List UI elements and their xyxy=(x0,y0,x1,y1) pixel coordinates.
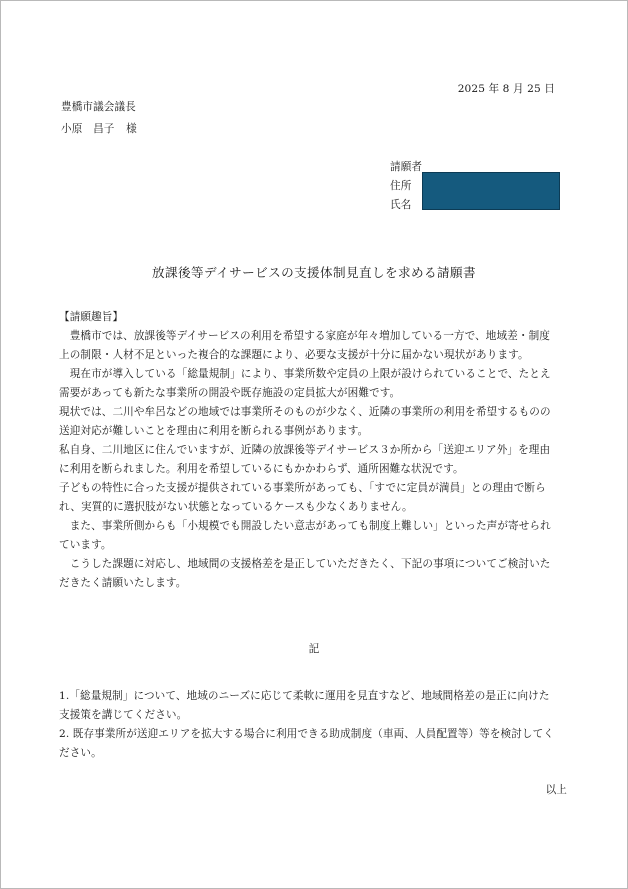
body-line: 上の制限・人材不足といった複合的な課題により、必要な支援が十分に届かない現状があります。 xyxy=(59,349,529,361)
body-line: また、事業所側からも「小規模でも開設したい意志があっても制度上難しい」といった声が寄せられ xyxy=(59,520,551,532)
addressee-organization: 豊橋市議会議長 xyxy=(61,101,136,113)
body-line: 【請願趣旨】 xyxy=(59,311,124,323)
body-line: に利用を断られました。利用を希望しているにもかかわらず、通所困難な状況です。 xyxy=(59,463,464,475)
body-line: 送迎対応が難しいことを理由に利用を断られる事例があります。 xyxy=(59,425,369,437)
closing-text: 以上 xyxy=(545,784,567,796)
request-line: 支援策を講じてください。 xyxy=(59,709,188,721)
addressee-honorific: 様 xyxy=(126,123,137,135)
request-line: 1.「総量規制」について、地域のニーズに応じて柔軟に運用を見直すなど、地域間格差の是正に向けた xyxy=(59,690,550,702)
petitioner-label: 請願者 xyxy=(390,161,423,173)
ki-heading: 記 xyxy=(308,643,320,655)
body-line: だきたく請願いたします。 xyxy=(59,577,187,589)
body-line: 需要があっても新たな事業所の開設や既存施設の定員拡大が困難です。 xyxy=(59,387,401,399)
petition-body xyxy=(59,308,573,593)
redacted-petitioner-info xyxy=(422,172,560,210)
document-date: 2025 年 8 月 25 日 xyxy=(457,83,555,95)
request-items xyxy=(59,687,573,763)
body-line: れ、実質的に選択肢がない状態となっているケースも少なくありません。 xyxy=(59,501,413,513)
body-line: 子どもの特性に合った支援が提供されている事業所があっても、「すでに定員が満員」との理由で断ら xyxy=(59,482,546,494)
body-line: 豊橋市では、放課後等デイサービスの利用を希望する家庭が年々増加している一方で、地域差・制度 xyxy=(59,330,550,342)
request-line: ださい。 xyxy=(59,747,102,759)
request-line: 2. 既存事業所が送迎エリアを拡大する場合に利用できる助成制度（車両、人員配置等）等を検討してく xyxy=(59,728,554,740)
document-title: 放課後等デイサービスの支援体制見直しを求める請願書 xyxy=(152,265,476,280)
body-line: 現在市が導入している「総量規制」により、事業所数や定員の上限が設けられていることで、たとえ xyxy=(59,368,551,380)
body-line: 私自身、二川地区に住んでいますが、近隣の放課後等デイサービス３か所から「送迎エリア外」を理由 xyxy=(59,444,551,456)
name-label: 氏名 xyxy=(390,199,412,211)
addressee-line xyxy=(61,121,137,136)
body-line: 現状では、二川や牟呂などの地域では事業所そのものが少なく、近隣の事業所の利用を希望するものの xyxy=(59,406,551,418)
addressee-name: 小原 昌子 xyxy=(61,123,115,135)
address-label: 住所 xyxy=(390,180,412,192)
body-line: こうした課題に対応し、地域間の支援格差を是正していただきたく、下記の事項についてご検討いた xyxy=(59,558,551,570)
body-line: ています。 xyxy=(59,539,112,551)
